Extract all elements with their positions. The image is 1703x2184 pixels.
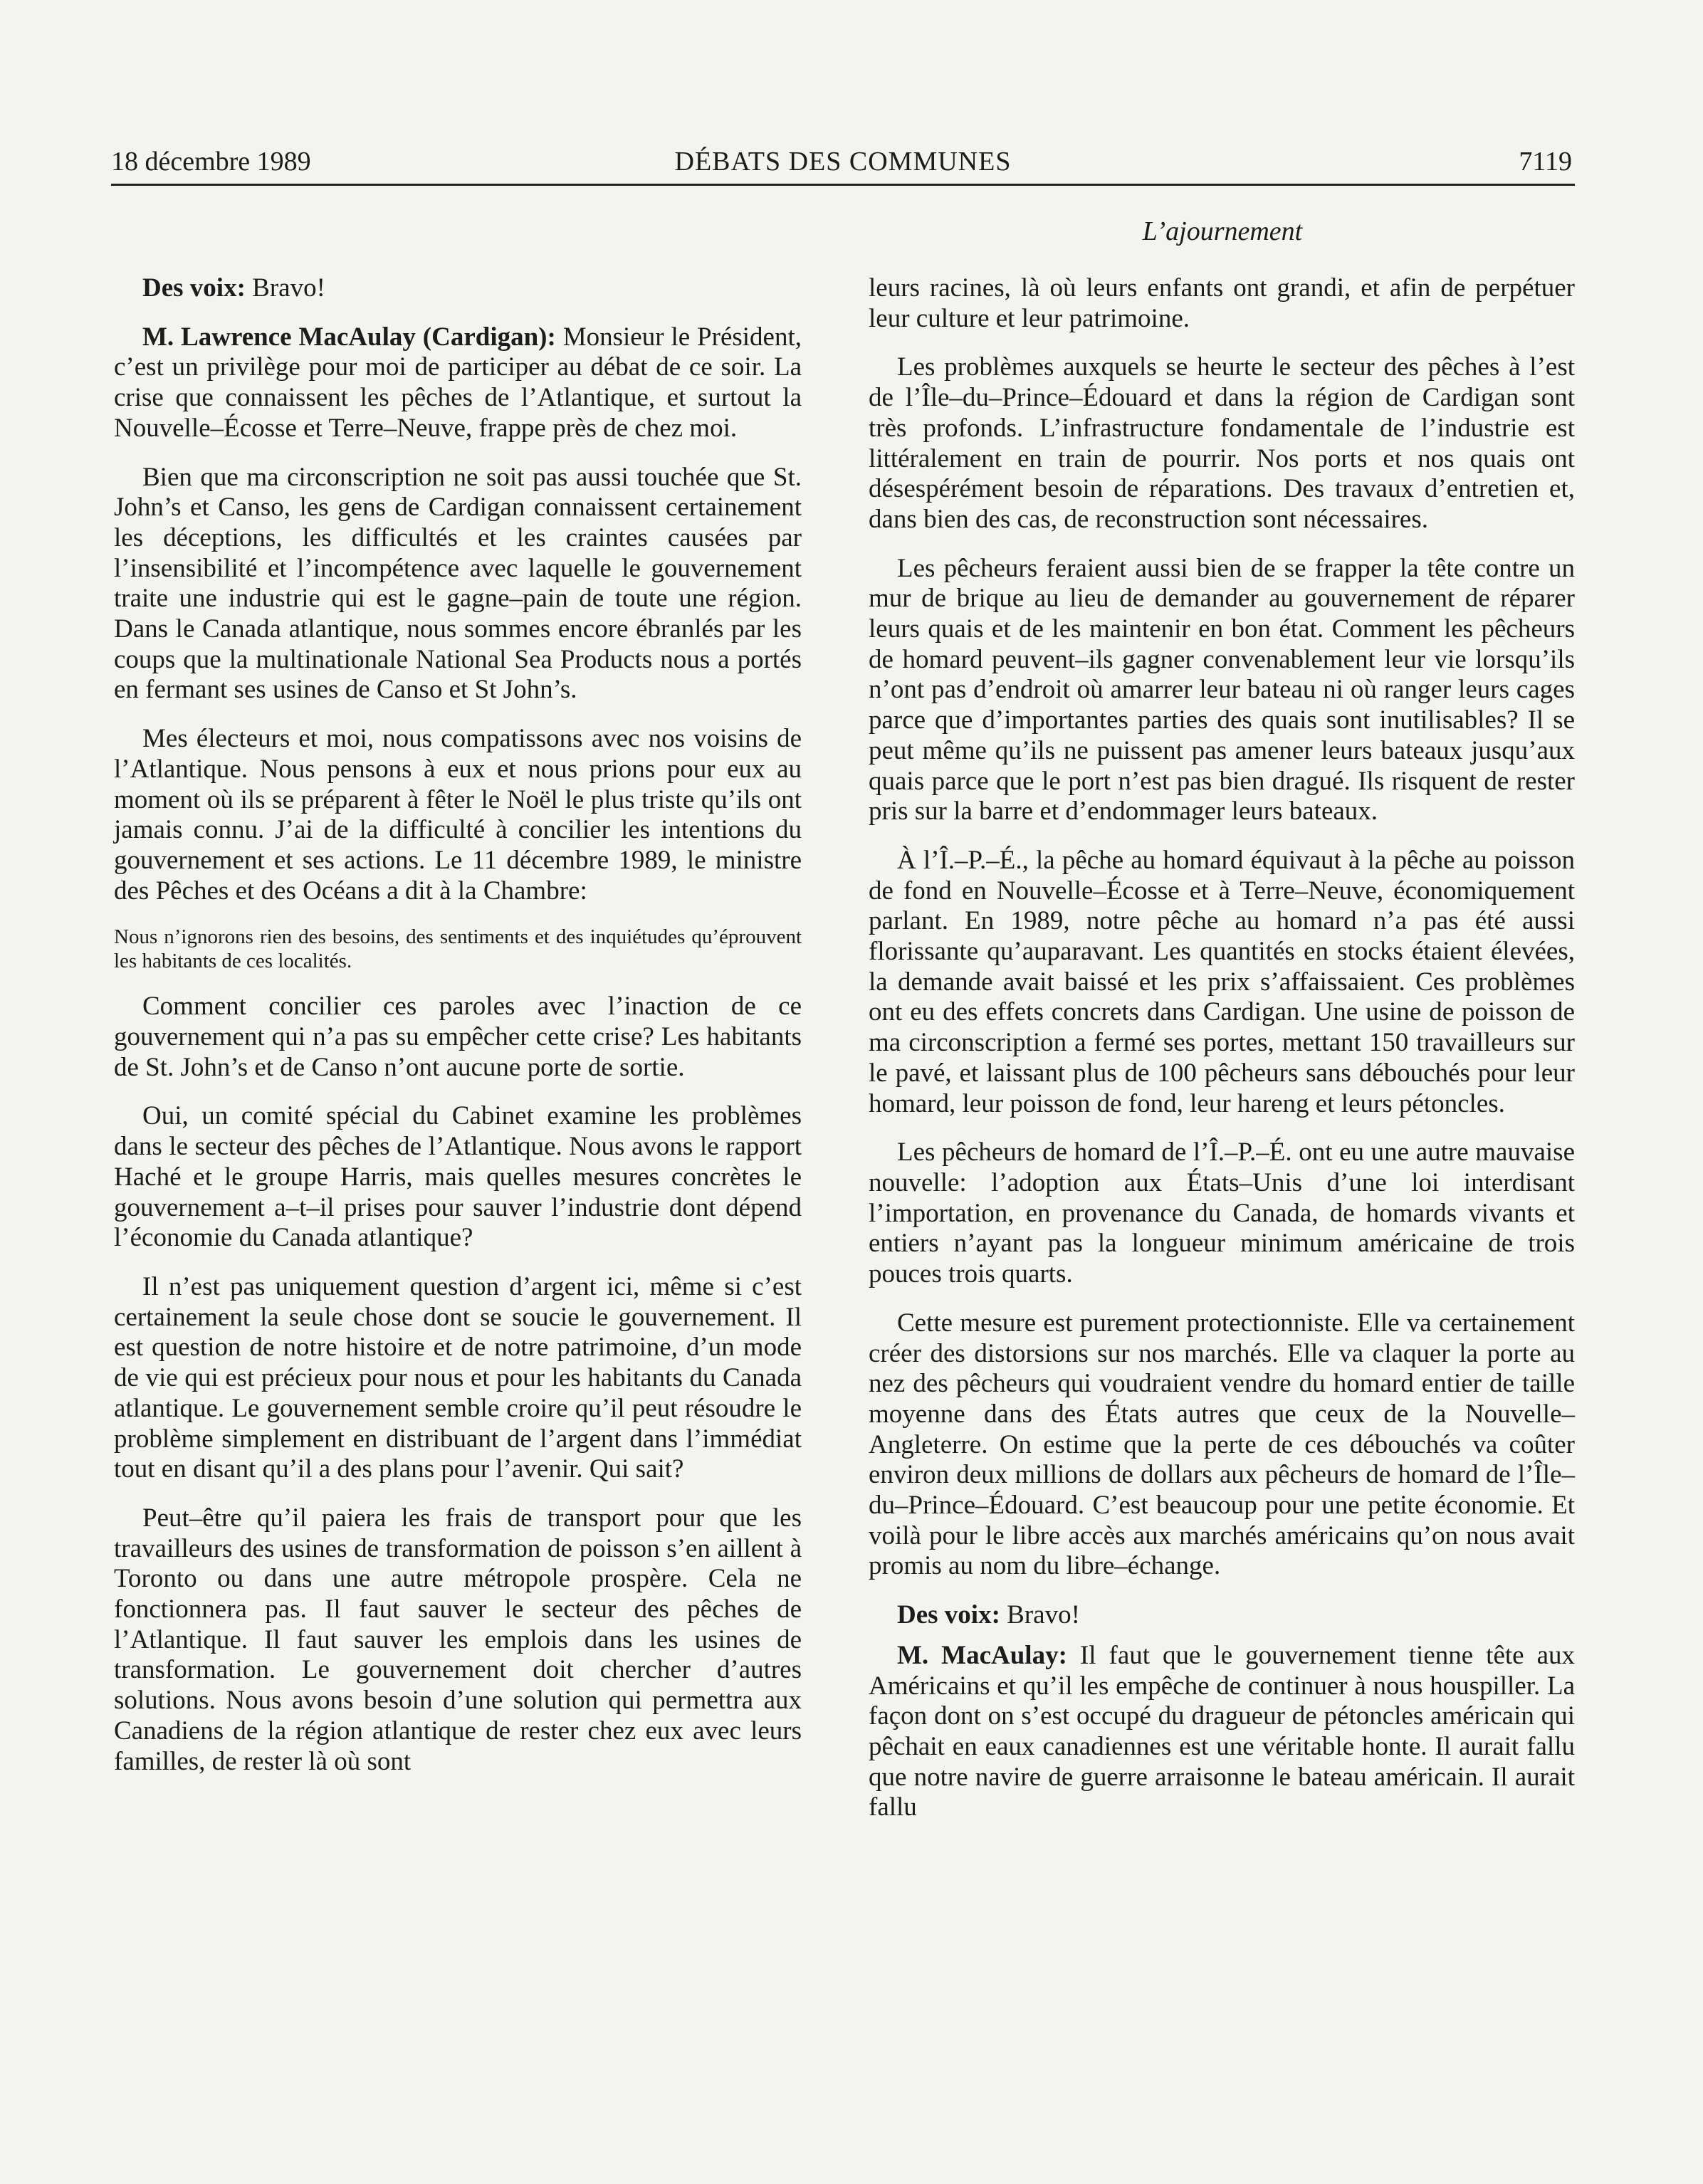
speaker-name: Des voix:	[142, 273, 246, 303]
paragraph: Oui, un comité spécial du Cabinet examine les problèmes dans le secteur des pêches de l’Atlantique. Nous avons le rapport Haché et le groupe Harris, mais quelles mesures concrètes le gouvernement a–t–il prises pour sauver l’industrie dont dépend l’économie du Canada atlantique?	[114, 1101, 802, 1253]
paragraph: Peut–être qu’il paiera les frais de transport pour que les travailleurs des usines de transformation de poisson s’en aillent à Toronto ou dans une autre métropole prospère. Cela ne fonctionnera pas. Il faut sauver le secteur des pêches de l’Atlantique. Il faut sauver les emplois dans les usines de transformation. Le gouvernement doit chercher d’autres solutions. Nous avons besoin d’une solution qui permettra aux Canadiens de la région atlantique de rester chez eux avec leurs familles, de rester là où sont	[114, 1503, 802, 1776]
left-column	[114, 273, 802, 1795]
header-title: DÉBATS DES COMMUNES	[674, 147, 1012, 177]
speaker-name: Des voix:	[897, 1600, 1000, 1630]
page-header	[111, 142, 1575, 186]
paragraph: Bien que ma circonscription ne soit pas aussi touchée que St. John’s et Canso, les gens de Cardigan connaissent certainement les déceptions, les difficultés et les craintes causées par l’insensibilité et l’incompétence avec laquelle le gouvernement traite une industrie qui est le gagne–pain de toute une région. Dans le Canada atlantique, nous sommes encore ébranlés par les coups que la multinationale National Sea Products nous a portés en fermant ses usines de Canso et St John’s.	[114, 462, 802, 705]
paragraph: Les pêcheurs de homard de l’Î.–P.–É. ont eu une autre mauvaise nouvelle: l’adoption aux États–Unis d’une loi interdisant l’importation, en provenance du Canada, de homards vivants et entiers n’ayant pas la longueur minimum américaine de trois pouces trois quarts.	[869, 1138, 1575, 1289]
paragraph: Les problèmes auxquels se heurte le secteur des pêches à l’est de l’Île–du–Prince–Édouard et dans la région de Cardigan sont très profonds. L’infrastructure fondamentale de l’industrie est littéralement en train de pourrir. Nos ports et nos quais ont désespérément besoin de réparations. Des travaux d’entretien et, dans bien des cas, de reconstruction sont nécessaires.	[869, 352, 1575, 534]
right-column	[869, 273, 1575, 1842]
paragraph: Il n’est pas uniquement question d’argent ici, même si c’est certainement la seule chose dont se soucie le gouvernement. Il est question de notre histoire et de notre patrimoine, d’un mode de vie qui est précieux pour nous et pour les habitants du Canada atlantique. Le gouvernement semble croire qu’il peut résoudre le problème simplement en distribuant de l’argent dans l’immédiat tout en disant qu’il a des plans pour l’avenir. Qui sait?	[114, 1271, 802, 1484]
header-date: 18 décembre 1989	[111, 147, 311, 177]
paragraph-continued: leurs racines, là où leurs enfants ont grandi, et afin de perpétuer leur culture et leur patrimoine.	[869, 273, 1575, 333]
speaker-name: M. MacAulay:	[897, 1640, 1067, 1670]
block-quote: Nous n’ignorons rien des besoins, des sentiments et des inquiétudes qu’éprouvent les habitants de ces localités.	[114, 925, 802, 973]
paragraph: À l’Î.–P.–É., la pêche au homard équivaut à la pêche au poisson de fond en Nouvelle–Écosse et à Terre–Neuve, économiquement parlant. En 1989, notre pêche au homard n’a pas été aussi florissante qu’auparavant. Les quantités en stocks étaient élevées, la demande avait baissé et les prix s’affaissaient. Ces problèmes ont eu des effets concrets dans Cardigan. Une usine de poisson de ma circonscription a fermé ses portes, mettant 150 travailleurs sur le pavé, et laissant plus de 100 pêcheurs sans débouchés pour leur homard, leur poisson de fond, leur hareng et leurs pétoncles.	[869, 845, 1575, 1118]
paragraph: Mes électeurs et moi, nous compatissons avec nos voisins de l’Atlantique. Nous pensons à eux et nous prions pour eux au moment où ils se préparent à fêter le Noël le plus triste qu’ils ont jamais connu. J’ai de la difficulté à concilier les intentions du gouvernement et ses actions. Le 11 décembre 1989, le ministre des Pêches et des Océans a dit à la Chambre:	[114, 724, 802, 905]
paragraph: M. Lawrence MacAulay (Cardigan): Monsieur le Président, c’est un privilège pour moi de participer au débat de ce soir. La crise que connaissent les pêches de l’Atlantique, et surtout la Nouvelle–Écosse et Terre–Neuve, frappe près de chez moi.	[114, 322, 802, 443]
speaker-name: M. Lawrence MacAulay (Cardigan):	[142, 322, 556, 352]
section-title: L’ajournement	[1142, 216, 1303, 246]
paragraph: Des voix: Bravo!	[142, 273, 325, 303]
paragraph: Cette mesure est purement protectionniste. Elle va certainement créer des distorsions sur nos marchés. Elle va claquer la porte au nez des pêcheurs qui voudraient vendre du homard entier de taille moyenne dans des États autres que ceux de la Nouvelle–Angleterre. On estime que la perte de ces débouchés va coûter environ deux millions de dollars aux pêcheurs de homard de l’Île–du–Prince–Édouard. C’est beaucoup pour une petite économie. Et voilà pour le libre accès aux marchés américains qu’on nous avait promis au nom du libre–échange.	[869, 1308, 1575, 1581]
paragraph: Des voix: Bravo!	[897, 1600, 1080, 1630]
paragraph: M. MacAulay: Il faut que le gouvernement tienne tête aux Américains et qu’il les empêche de continuer à nous houspiller. La façon dont on s’est occupé du dragueur de pétoncles américain qui pêchait en eaux canadiennes est une véritable honte. Il aurait fallu que notre navire de guerre arraisonne le bateau américain. Il aurait fallu	[869, 1640, 1575, 1822]
paragraph: Comment concilier ces paroles avec l’inaction de ce gouvernement qui n’a pas su empêcher cette crise? Les habitants de St. John’s et de Canso n’ont aucune porte de sortie.	[114, 992, 802, 1082]
paragraph: Les pêcheurs feraient aussi bien de se frapper la tête contre un mur de brique au lieu de demander au gouvernement de réparer leurs quais et de les maintenir en bon état. Comment les pêcheurs de homard peuvent–ils gagner convenablement leur vie lorsqu’ils n’ont pas d’endroit où amarrer leur bateau ni où ranger leurs cages parce que d’importantes parties des quais sont inutilisables? Il se peut même qu’ils ne puissent pas amener leurs bateaux jusqu’aux quais parce que le port n’est pas bien dragué. Ils risquent de rester pris sur la barre et d’endommager leurs bateaux.	[869, 553, 1575, 826]
header-page-number: 7119	[1519, 147, 1572, 177]
